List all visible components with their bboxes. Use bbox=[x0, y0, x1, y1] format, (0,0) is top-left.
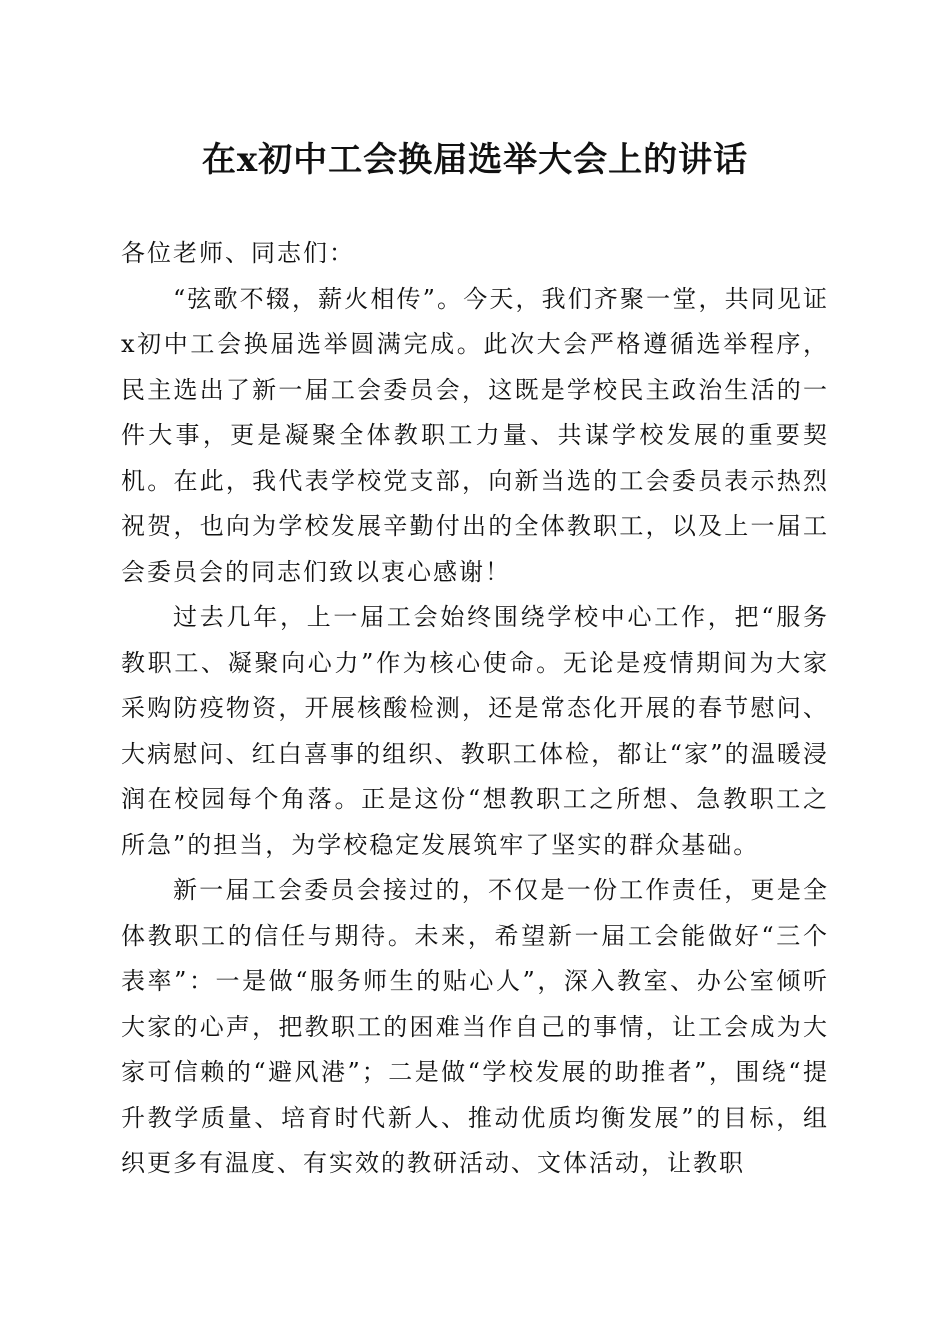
salutation: 各位老师、同志们： bbox=[121, 239, 355, 267]
paragraph-1: “弦歌不辍，薪火相传”。今天，我们齐聚一堂，共同见证x初中工会换届选举圆满完成。此次大会严格遵循选举程序，民主选出了新一届工会委员会，这既是学校民主政治生活的一件大事，更是凝聚全体教职工力量、共谋学校发展的重要契机。在此，我代表学校党支部，向新当选的工会委员表示热烈祝贺，也向为学校发展辛勤付出的全体教职工，以及上一届工会委员会的同志们致以衷心感谢！ bbox=[121, 284, 829, 586]
document-body bbox=[121, 231, 829, 1187]
paragraph-3: 新一届工会委员会接过的，不仅是一份工作责任，更是全体教职工的信任与期待。未来，希望新一届工会能做好“三个表率”：一是做“服务师生的贴心人”，深入教室、办公室倾听大家的心声，把教职工的困难当作自己的事情，让工会成为大家可信赖的“避风港”；二是做“学校发展的助推者”，围绕“提升教学质量、培育时代新人、推动优质均衡发展”的目标，组织更多有温度、有实效的教研活动、文体活动，让教职 bbox=[121, 876, 829, 1177]
page-title: 在x初中工会换届选举大会上的讲话 bbox=[201, 140, 749, 180]
paragraph-2: 过去几年，上一届工会始终围绕学校中心工作，把“服务教职工、凝聚向心力”作为核心使命。无论是疫情期间为大家采购防疫物资，开展核酸检测，还是常态化开展的春节慰问、大病慰问、红白喜事的组织、教职工体检，都让“家”的温暖浸润在校园每个角落。正是这份“想教职工之所想、急教职工之所急”的担当，为学校稳定发展筑牢了坚实的群众基础。 bbox=[121, 603, 829, 859]
